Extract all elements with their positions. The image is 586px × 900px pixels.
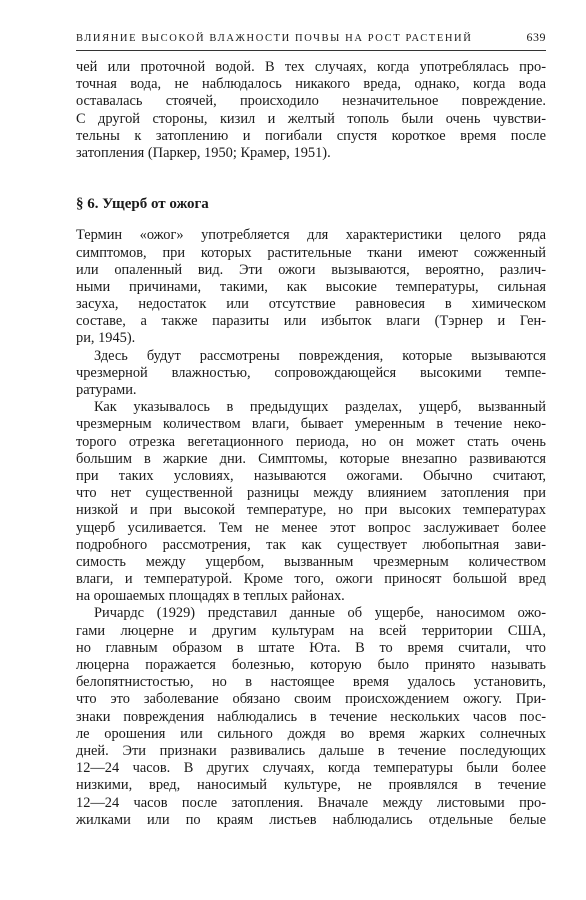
book-page xyxy=(76,30,546,829)
text-line: ными причинами, такими, как высокие температуры, сильная xyxy=(76,278,546,295)
text-line: 12—24 часов после затопления. Вначале между листовыми про- xyxy=(76,794,546,811)
text-line: что нет существенной разницы между влиянием затопления при xyxy=(76,485,546,502)
paragraph-4 xyxy=(76,605,546,828)
text-line: Ричардс (1929) представил данные об ущербе, наносимом ожо- xyxy=(94,605,546,622)
text-line: Здесь будут рассмотрены повреждения, которые вызываются xyxy=(94,347,546,364)
text-line: торого отрезка вегетационного периода, но он может стать очень xyxy=(76,433,546,450)
text-line: чрезмерным количеством влаги, бывает умеренным в течение неко- xyxy=(76,416,546,433)
text-line: влаги, и температурой. Кроме того, ожоги приносят большой вред xyxy=(76,571,546,588)
text-line: точная вода, не наблюдалось никакого вреда, однако, когда вода xyxy=(76,76,546,93)
text-line: на орошаемых площадях в теплых районах. xyxy=(76,588,345,605)
text-line: белопятнистостью, но в настоящее время удалось установить, xyxy=(76,674,546,691)
text-line: большим в жаркие дни. Симптомы, которые внезапно развиваются xyxy=(76,450,546,467)
paragraph-3 xyxy=(76,399,546,605)
running-title: ВЛИЯНИЕ ВЫСОКОЙ ВЛАЖНОСТИ ПОЧВЫ НА РОСТ РАСТЕНИЙ xyxy=(76,33,473,44)
text-line: жилками или по краям листьев наблюдались отдельные белые xyxy=(76,811,546,828)
text-line: Термин «ожог» употребляется для характеристики целого ряда xyxy=(76,227,546,244)
text-line: оставалась стоячей, происходило незначительное повреждение. xyxy=(76,93,546,110)
text-line: низкой и при высокой температуре, но при высоких температурах xyxy=(76,502,546,519)
text-line: низкими, вред, наносимый культуре, не проявлялся в течение xyxy=(76,777,546,794)
text-line: засуха, недостаток или отсутствие равновесия в химическом xyxy=(76,296,546,313)
text-line: составе, а также паразиты или избыток влаги (Тэрнер и Ген- xyxy=(76,313,546,330)
paragraph-continued xyxy=(76,59,546,162)
text-line: при таких условиях, называются ожогами. Обычно считают, xyxy=(76,467,546,484)
text-line: ущерб усиливается. Тем не менее этот вопрос заслуживает более xyxy=(76,519,546,536)
text-line: люцерна поражается болезнью, которую было принято называть xyxy=(76,657,546,674)
running-header xyxy=(76,30,546,51)
paragraph-2 xyxy=(76,348,546,400)
text-line: или опаленный вид. Эти ожоги вызываются, вероятно, различ- xyxy=(76,261,546,278)
text-line: симптомов, при которых растительные ткани имеют сожженный xyxy=(76,244,546,261)
text-line: затопления (Паркер, 1950; Крамер, 1951). xyxy=(76,144,331,161)
text-line: тельны к затоплению и погибали спустя короткое время после xyxy=(76,127,546,144)
text-line: ле орошения или сильного дождя во время жарких солнечных xyxy=(76,725,546,742)
section-heading: § 6. Ущерб от ожога xyxy=(76,196,209,213)
text-line: но главным образом в штате Юта. В то время считали, что xyxy=(76,639,546,656)
text-line: ри, 1945). xyxy=(76,330,136,347)
text-line: знаки повреждения наблюдались в течение нескольких часов пос- xyxy=(76,708,546,725)
paragraph-1 xyxy=(76,227,546,347)
text-line: 12—24 часов. В других случаях, когда температуры были более xyxy=(76,760,546,777)
page-number: 639 xyxy=(526,30,546,44)
text-line: Как указывалось в предыдущих разделах, ущерб, вызванный xyxy=(94,399,546,416)
text-line: чрезмерной влажностью, сопровождающейся высокими темпе- xyxy=(76,364,546,381)
text-line: С другой стороны, кизил и желтый тополь были очень чувстви- xyxy=(76,110,546,127)
text-line: гами люцерне и другим культурам на всей территории США, xyxy=(76,622,546,639)
text-line: чей или проточной водой. В тех случаях, когда употреблялась про- xyxy=(76,59,546,75)
text-line: симость между ущербом, вызванным чрезмерным количеством xyxy=(76,553,546,570)
text-line: подробного рассмотрения, так как существует любопытная зави- xyxy=(76,536,546,553)
text-line: дней. Эти признаки развивались дальше в течение последующих xyxy=(76,742,546,759)
text-line: ратурами. xyxy=(76,382,137,399)
text-line: что это заболевание обязано своим происхождением ожогу. При- xyxy=(76,691,546,708)
page-body xyxy=(76,59,546,829)
